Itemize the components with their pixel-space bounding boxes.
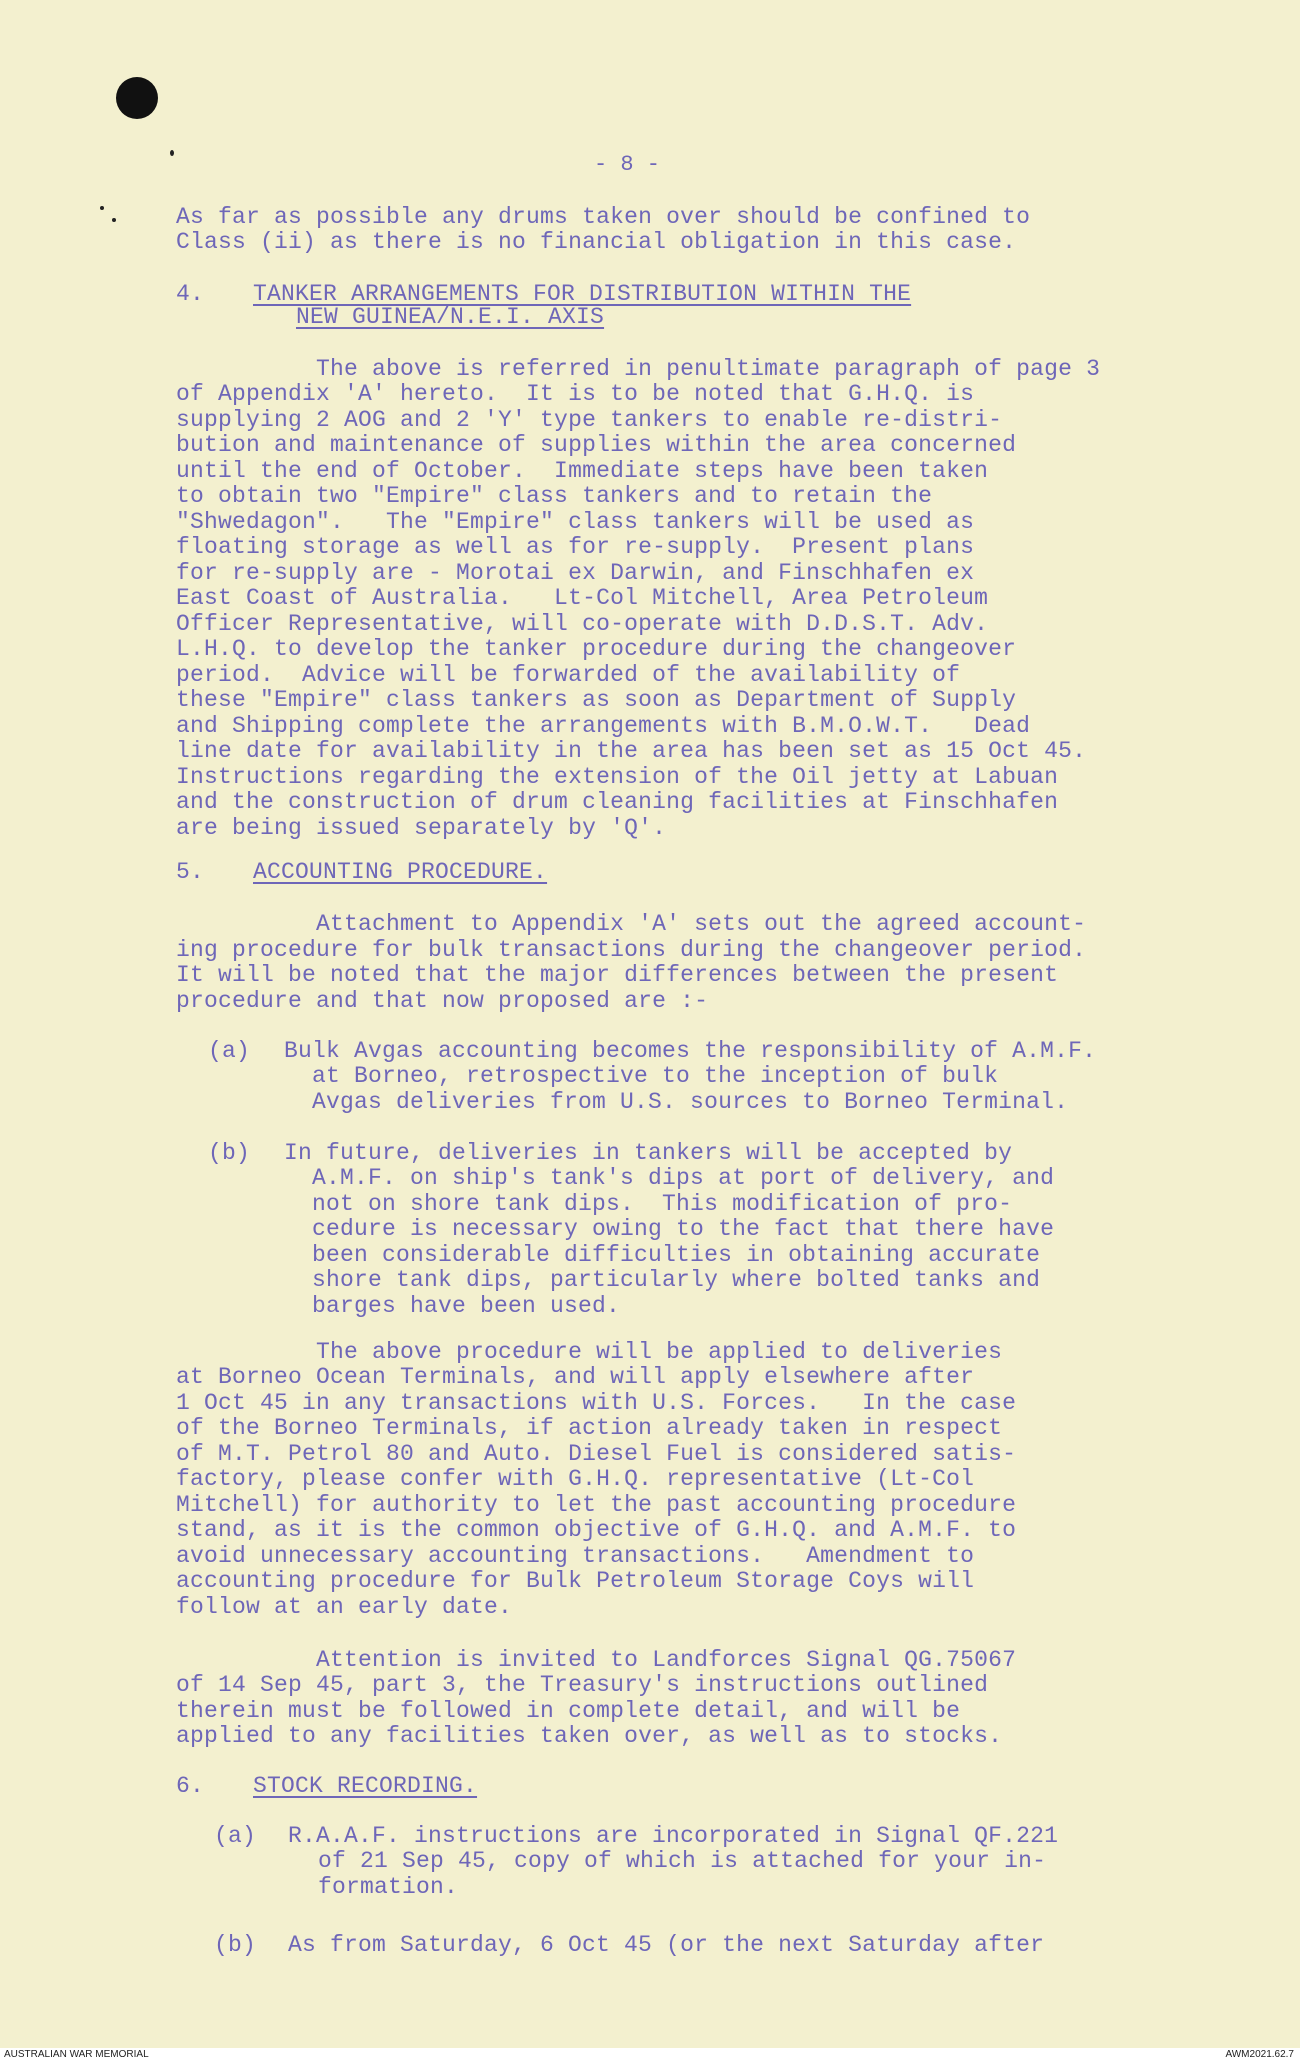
section-4-para-line: floating storage as well as for re-supply. Present plans <box>176 534 975 560</box>
section-5-para-line: Attachment to Appendix 'A' sets out the agreed account- <box>176 911 1087 937</box>
section-4-para-line: Officer Representative, will co-operate with D.D.S.T. Adv. <box>176 611 989 637</box>
section-5-para-line: procedure and that now proposed are :- <box>176 988 709 1014</box>
section-5-para-line: at Borneo Ocean Terminals, and will apply elsewhere after <box>176 1364 975 1390</box>
section-4-para-line: East Coast of Australia. Lt-Col Mitchell, Area Petroleum <box>176 585 989 611</box>
item-line: R.A.A.F. instructions are incorporated in Signal QF.221 <box>288 1823 1059 1849</box>
item-label: (a) <box>214 1823 257 1849</box>
section-4-para-line: The above is referred in penultimate paragraph of page 3 <box>176 356 1101 382</box>
section-5-number: 5. <box>176 859 205 885</box>
section-5-para-line: avoid unnecessary accounting transactions. Amendment to <box>176 1543 975 1569</box>
section-4-heading: NEW GUINEA/N.E.I. AXIS <box>296 304 605 330</box>
item-line: of 21 Sep 45, copy of which is attached for your in- <box>318 1848 1047 1874</box>
section-4-para-line: to obtain two "Empire" class tankers and to retain the <box>176 483 933 509</box>
section-5-para-line: of 14 Sep 45, part 3, the Treasury's instructions outlined <box>176 1672 989 1698</box>
item-line: been considerable difficulties in obtaining accurate <box>312 1242 1041 1268</box>
section-5-para-line: The above procedure will be applied to deliveries <box>176 1339 1003 1365</box>
ink-speck <box>170 150 174 156</box>
section-4-para-line: for re-supply are - Morotai ex Darwin, and Finschhafen ex <box>176 560 975 586</box>
section-4-para-line: bution and maintenance of supplies within the area concerned <box>176 432 1017 458</box>
section-4-para-line: of Appendix 'A' hereto. It is to be noted that G.H.Q. is <box>176 381 975 407</box>
intro-line: Class (ii) as there is no financial obligation in this case. <box>176 229 1017 255</box>
ink-speck <box>100 206 104 210</box>
section-5-para-line: of M.T. Petrol 80 and Auto. Diesel Fuel is considered satis- <box>176 1441 1017 1467</box>
section-5-para-line: of the Borneo Terminals, if action already taken in respect <box>176 1415 1003 1441</box>
item-line: not on shore tank dips. This modification of pro- <box>312 1191 1013 1217</box>
item-label: (b) <box>208 1140 251 1166</box>
item-line: Avgas deliveries from U.S. sources to Borneo Terminal. <box>312 1089 1069 1115</box>
item-line: In future, deliveries in tankers will be accepted by <box>284 1140 1013 1166</box>
section-4-number: 4. <box>176 281 205 307</box>
intro-line: As far as possible any drums taken over should be confined to <box>176 204 1031 230</box>
section-6-number: 6. <box>176 1773 205 1799</box>
item-line: cedure is necessary owing to the fact that there have <box>312 1216 1055 1242</box>
section-5-para-line: Mitchell) for authority to let the past accounting procedure <box>176 1492 1017 1518</box>
section-4-para-line: supplying 2 AOG and 2 'Y' type tankers to enable re-distri- <box>176 407 1003 433</box>
section-4-para-line: and the construction of drum cleaning facilities at Finschhafen <box>176 789 1059 815</box>
section-5-para-line: 1 Oct 45 in any transactions with U.S. Forces. In the case <box>176 1390 1017 1416</box>
punch-hole <box>116 77 158 119</box>
item-line: A.M.F. on ship's tank's dips at port of delivery, and <box>312 1165 1055 1191</box>
section-5-para-line: accounting procedure for Bulk Petroleum Storage Coys will <box>176 1568 975 1594</box>
section-4-para-line: and Shipping complete the arrangements with B.M.O.W.T. Dead <box>176 713 1031 739</box>
section-5-para-line: ing procedure for bulk transactions during the changeover period. <box>176 937 1087 963</box>
section-5-para-line: follow at an early date. <box>176 1594 513 1620</box>
item-line: shore tank dips, particularly where bolted tanks and <box>312 1267 1041 1293</box>
section-4-para-line: these "Empire" class tankers as soon as Department of Supply <box>176 687 1017 713</box>
item-line: formation. <box>318 1874 459 1900</box>
footer-source: AUSTRALIAN WAR MEMORIAL <box>4 2049 149 2060</box>
page-number: - 8 - <box>594 152 661 177</box>
item-line: As from Saturday, 6 Oct 45 (or the next Saturday after <box>288 1932 1045 1958</box>
item-line: at Borneo, retrospective to the inception of bulk <box>312 1063 999 1089</box>
footer-reference: AWM2021.62.7 <box>1225 2049 1294 2060</box>
item-line: barges have been used. <box>312 1293 621 1319</box>
section-4-para-line: period. Advice will be forwarded of the availability of <box>176 662 961 688</box>
archive-footer <box>0 2048 1300 2061</box>
section-5-para-line: therein must be followed in complete detail, and will be <box>176 1698 961 1724</box>
section-4-heading: TANKER ARRANGEMENTS FOR DISTRIBUTION WITHIN THE <box>253 281 912 307</box>
item-label: (b) <box>214 1932 257 1958</box>
section-4-para-line: L.H.Q. to develop the tanker procedure during the changeover <box>176 636 1017 662</box>
item-label: (a) <box>208 1038 251 1064</box>
section-5-para-line: factory, please confer with G.H.Q. representative (Lt-Col <box>176 1466 975 1492</box>
ink-speck <box>112 218 116 222</box>
section-5-para-line: Attention is invited to Landforces Signal QG.75067 <box>176 1647 1017 1673</box>
section-5-para-line: applied to any facilities taken over, as well as to stocks. <box>176 1723 1003 1749</box>
section-4-para-line: are being issued separately by 'Q'. <box>176 815 667 841</box>
section-5-heading: ACCOUNTING PROCEDURE. <box>253 859 548 885</box>
section-4-para-line: until the end of October. Immediate steps have been taken <box>176 458 989 484</box>
section-4-para-line: line date for availability in the area has been set as 15 Oct 45. <box>176 738 1087 764</box>
item-line: Bulk Avgas accounting becomes the responsibility of A.M.F. <box>284 1038 1097 1064</box>
section-4-para-line: Instructions regarding the extension of the Oil jetty at Labuan <box>176 764 1059 790</box>
section-6-heading: STOCK RECORDING. <box>253 1773 478 1799</box>
section-5-para-line: It will be noted that the major differences between the present <box>176 962 1059 988</box>
section-4-para-line: "Shwedagon". The "Empire" class tankers will be used as <box>176 509 975 535</box>
section-5-para-line: stand, as it is the common objective of G.H.Q. and A.M.F. to <box>176 1517 1017 1543</box>
